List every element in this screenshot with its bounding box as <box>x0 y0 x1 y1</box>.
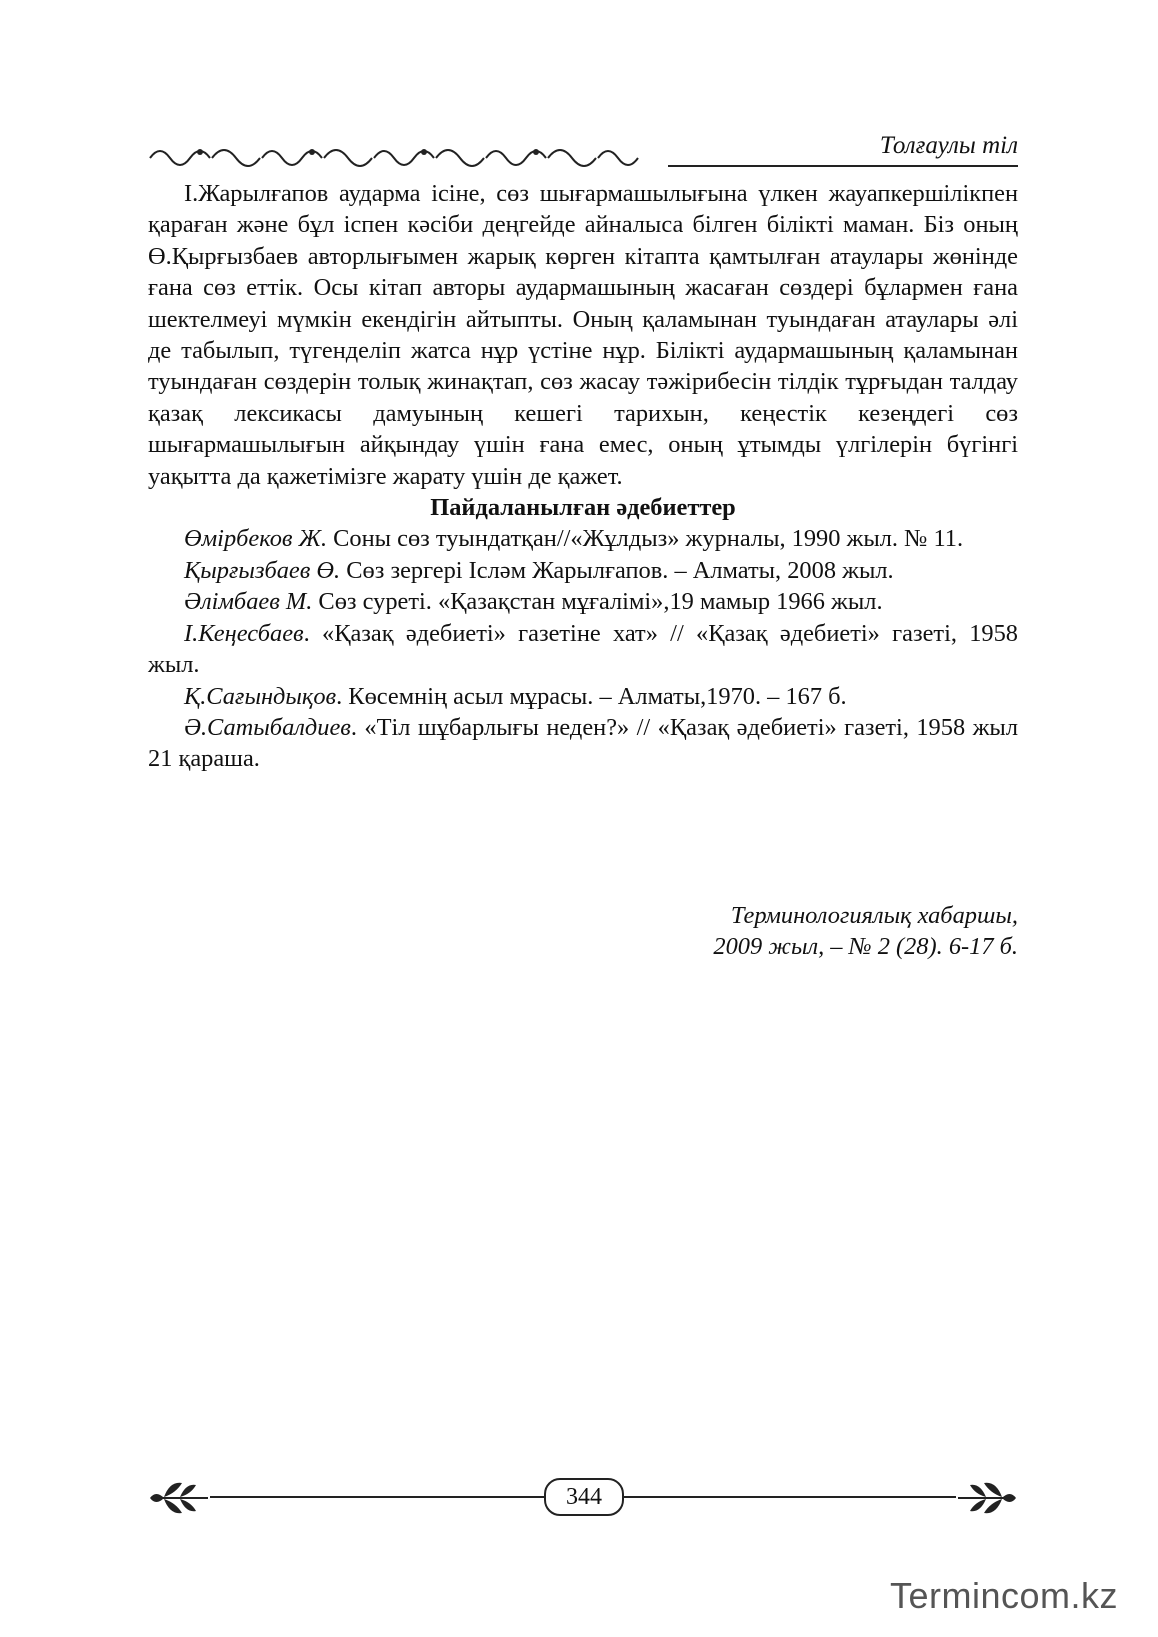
footer-rule-right <box>624 1496 956 1498</box>
page-number: 344 <box>544 1478 624 1516</box>
source-citation <box>713 900 1018 963</box>
reference-text: Сөз зергері Ісләм Жарылғапов. – Алматы, 2008 жыл. <box>340 556 894 584</box>
reference-author: Әлімбаев М. <box>184 588 313 616</box>
leaf-left-icon <box>148 1479 210 1515</box>
source-line-2: 2009 жыл, – № 2 (28). 6-17 б. <box>713 933 1018 961</box>
reference-item <box>148 523 1018 554</box>
reference-item <box>148 712 1018 775</box>
reference-text: Соны сөз туындатқан//«Жұлдыз» журналы, 1990 жыл. № 11. <box>327 525 964 553</box>
page-header <box>148 132 1018 172</box>
leaf-right-icon <box>956 1479 1018 1515</box>
reference-text: Сөз суреті. «Қазақстан мұғалімі»,19 мамыр 1966 жыл. <box>312 588 883 616</box>
reference-author: Өмірбеков Ж. <box>184 525 328 553</box>
reference-author: Қ.Сағындықов <box>184 682 337 710</box>
reference-item <box>148 586 1018 617</box>
reference-item <box>148 681 1018 712</box>
reference-text: . Көсемнің асыл мұрасы. – Алматы,1970. – 167 б. <box>336 682 847 710</box>
page-footer <box>148 1477 1018 1517</box>
reference-text: . «Қазақ әдебиеті» газетіне хат» // «Қазақ әдебиеті» газеті, 1958 жыл. <box>148 619 1018 679</box>
reference-author: Ә.Сатыбалдиев <box>184 713 351 741</box>
ornament-border-icon <box>148 138 648 168</box>
reference-item <box>148 555 1018 586</box>
reference-text: . «Тіл шұбарлығы неден?» // «Қазақ әдебиеті» газеті, 1958 жыл 21 қараша. <box>148 713 1018 773</box>
body-paragraph: І.Жарылғапов аударма ісіне, сөз шығармашылығына үлкен жауапкершілікпен қараған және бұл іспен кәсіби деңгейде айналыса білген білікті маман. Біз оның Ө.Қырғызбаев авторлығымен жарық көрген кітапта қамтылған атаулары жөнінде ғана сөз еттік. Осы кітап авторы аудармашының жасаған сөздері бұлармен ғана шектелмеуі мүмкін екендігін айтыпты. Оның қаламынан туындаған атаулары әлі де табылып, түгенделіп жатса нұр үстіне нұр. Білікті аудармашының қаламынан туындаған сөздерін толық жинақтап, сөз жасау тәжірибесін тілдік тұрғыдан талдау қазақ лексикасы дамуының кешегі тарихын, кеңестік кезеңдегі сөз шығармашылығын айқындау үшін ғана емес, оның ұтымды үлгілерін бүгінгі уақытта да қажетімізге жарату үшін де қажет. <box>148 180 1018 490</box>
watermark: Termincom.kz <box>889 1575 1118 1616</box>
reference-author: І.Кеңесбаев <box>184 619 304 647</box>
main-content <box>148 178 1018 775</box>
header-rule <box>668 165 1018 167</box>
reference-author: Қырғызбаев Ө. <box>184 556 341 584</box>
source-line-1: Терминологиялық хабаршы, <box>730 902 1018 929</box>
running-title: Толғаулы тіл <box>879 132 1018 159</box>
footer-rule-left <box>210 1496 544 1498</box>
reference-item <box>148 618 1018 681</box>
references-title: Пайдаланылған әдебиеттер <box>430 494 736 522</box>
